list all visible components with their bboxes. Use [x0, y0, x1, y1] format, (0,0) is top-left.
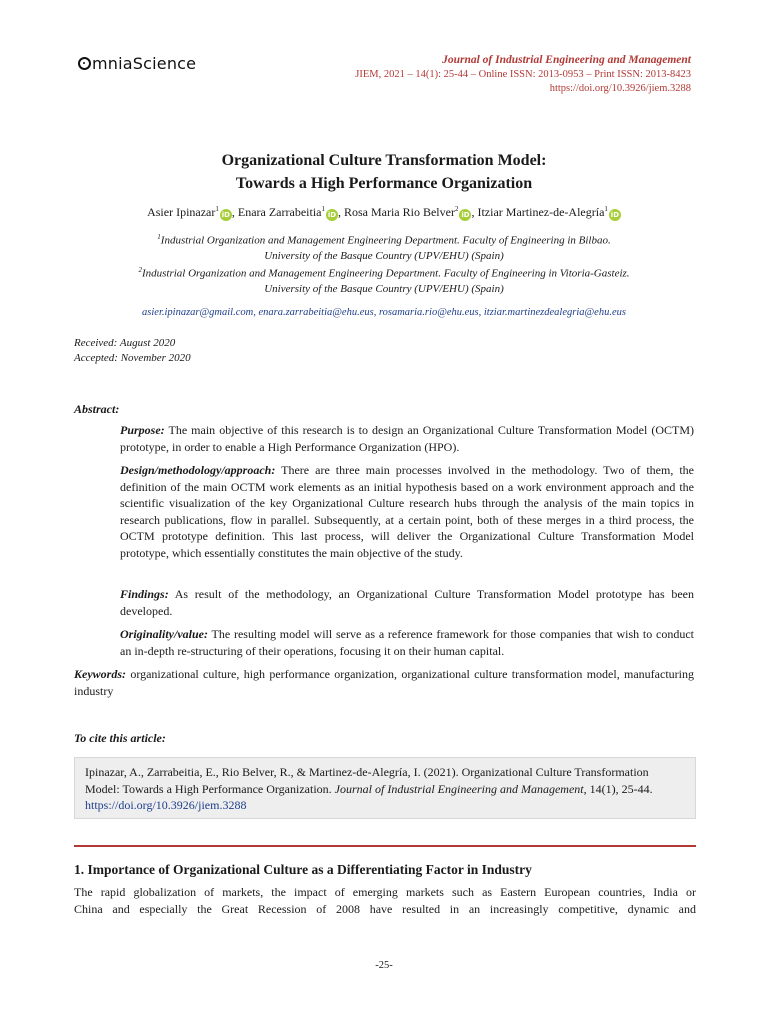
- journal-meta: JIEM, 2021 – 14(1): 25-44 – Online ISSN: 2013-0953 – Print ISSN: 2013-8423: [355, 69, 691, 80]
- author-name: Itziar Martinez-de-Alegría: [477, 205, 605, 219]
- author-list: Asier Ipinazar$^1$iD , Enara Zarrabeitia$^1$iD , Rosa Maria Rio Belver$^2$iD , Itziar Martinez-de-Alegría$^1$iD: [147, 205, 620, 219]
- page-number: -25-: [375, 960, 393, 971]
- abstract-purpose: Purpose: The main objective of this research is to design an Organizational Culture Transformation Model (OCTM) prototype, in order to enable a High Performance Organization (HPO).: [120, 423, 694, 454]
- section-heading: 1. Importance of Organizational Culture as a Differentiating Factor in Industry: [74, 862, 532, 877]
- journal-doi-link[interactable]: https://doi.org/10.3926/jiem.3288: [549, 83, 691, 94]
- abstract-originality: Originality/value: The resulting model will serve as a reference framework for those companies that wish to conduct an in-depth re-structuring of their operations, focusing it on their human capital.: [120, 627, 694, 658]
- submission-dates: [74, 336, 191, 366]
- paper-title: Organizational Culture Transformation Model: Towards a High Performance Organization: [221, 152, 547, 192]
- orcid-icon[interactable]: iD: [221, 211, 230, 219]
- abstract-design: Design/methodology/approach: There are three main processes involved in the methodology. Two of them, the definition of the main OCTM work elements as an initial hypothesis based on a work environment approach and the scientific visualization of the key Organizational Culture research hubs through the analysis of the main topics in research publications, flow in parallel. Subsequently, at a certain point, both of these merges in a third process, the OCTM prototype definition. This last process, will deliver the Organizational Culture Transformation Model prototype, which essentially constitutes the main objective of the study.: [120, 463, 694, 560]
- section-body: The rapid globalization of markets, the impact of emerging markets such as Eastern European countries, India or China and especially the Great Recession of 2008 have resulted in an increasingly competitive, dynamic and: [74, 885, 696, 916]
- abstract-findings: Findings: As result of the methodology, an Organizational Culture Transformation Model prototype has been developed.: [120, 587, 694, 618]
- affiliation-2: $^2$Industrial Organization and Management Engineering Department. Faculty of Engineering in Vitoria-Gasteiz. University of the Basque Country (UPV/EHU) (Spain): [138, 266, 630, 295]
- citation-box: Ipinazar, A., Zarrabeitia, E., Rio Belver, R., & Martinez-de-Alegría, I. (2021). Organizational Culture Transformation Model: Towards a High Performance Organization. Journal of Industrial Engineering and Management, 14(1), 25-44. https://doi.org/10.3926/jiem.3288: [74, 757, 696, 819]
- journal-name: Journal of Industrial Engineering and Management: [442, 54, 691, 66]
- publisher-name: mniaScience: [92, 54, 197, 73]
- author-emails[interactable]: asier.ipinazar@gmail.com, enara.zarrabeitia@ehu.eus, rosamaria.rio@ehu.eus, itziar.martinezdealegria@ehu.eus: [142, 307, 626, 318]
- affiliation-1: $^1$Industrial Organization and Management Engineering Department. Faculty of Engineering in Bilbao. University of the Basque Country (UPV/EHU) (Spain): [157, 233, 611, 262]
- received-date: Received: August 2020: [74, 337, 176, 349]
- abstract-label: Abstract:: [74, 402, 120, 416]
- accepted-date: Accepted: November 2020: [74, 352, 191, 364]
- section-divider: [74, 845, 696, 847]
- journal-header: [355, 54, 691, 94]
- citation-doi-link[interactable]: https://doi.org/10.3926/jiem.3288: [85, 798, 247, 812]
- author-name: Asier Ipinazar: [147, 205, 216, 219]
- author-name: Rosa Maria Rio Belver: [343, 205, 455, 219]
- keywords: Keywords: organizational culture, high performance organization, organizational culture transformation model, manufacturing industry: [74, 667, 694, 698]
- orcid-icon[interactable]: iD: [610, 211, 620, 219]
- author-name: Enara Zarrabeitia: [237, 205, 322, 219]
- publisher-logo: [78, 54, 196, 73]
- omniascience-logo-icon: [78, 57, 91, 70]
- cite-label: To cite this article:: [74, 731, 166, 745]
- orcid-icon[interactable]: iD: [461, 211, 470, 219]
- orcid-icon[interactable]: iD: [327, 211, 337, 219]
